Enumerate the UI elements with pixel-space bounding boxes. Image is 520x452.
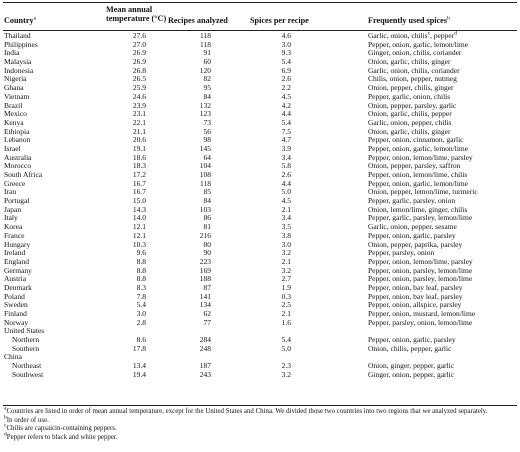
cell-country: Ghana (4, 83, 24, 93)
table-row (0, 371, 520, 380)
header-frequently-used-spices: Frequently used spices$^b$ (368, 15, 450, 25)
cell-temperature: 16.7 (132, 178, 146, 188)
cell-temperature: 15.0 (132, 196, 146, 206)
cell-spices: Pepper, onion, garlic, lemon/lime (368, 178, 469, 188)
table-top-rule (3, 2, 517, 3)
cell-recipes: 223 (199, 256, 211, 266)
cell-recipes: 98 (203, 135, 211, 145)
cell-spices-per-recipe: 3.4 (281, 152, 291, 162)
table-row (0, 241, 520, 250)
cell-recipes: 248 (199, 343, 211, 353)
cell-spices-per-recipe: 5.0 (281, 343, 291, 353)
cell-country: England (4, 256, 29, 266)
cell-spices: Garlic, onion, pepper, sesame (368, 222, 457, 232)
cell-spices: Garlic, onion, chilis$^c$, pepper$^d$ (368, 30, 457, 40)
cell-spices: Onion, garlic, chilis, pepper (368, 109, 452, 119)
cell-temperature: 24.6 (132, 91, 146, 101)
cell-temperature: 17.8 (132, 343, 146, 353)
cell-temperature: 12.1 (132, 230, 146, 240)
cell-recipes: 188 (199, 274, 211, 284)
cell-country: South Africa (4, 170, 43, 179)
cell-country: Mexico (4, 109, 27, 119)
cell-temperature: 10.3 (132, 239, 146, 249)
cell-spices: Pepper, onion, lemon/lime, parsley (368, 256, 473, 266)
cell-spices-per-recipe: 7.5 (281, 126, 291, 136)
cell-spices-per-recipe: 4.2 (281, 100, 291, 110)
cell-country: Norway (4, 317, 29, 327)
cell-spices: Pepper, onion, bay leaf, parsley (368, 282, 463, 292)
cell-temperature: 17.2 (132, 170, 146, 179)
cell-country: Northeast (12, 361, 42, 371)
cell-spices: Pepper, onion, bay leaf, parsley (368, 291, 463, 301)
cell-spices-per-recipe: 3.9 (281, 143, 291, 153)
cell-spices: Pepper, garlic, parsley, onion (368, 196, 456, 206)
cell-temperature: 3.0 (136, 309, 146, 318)
cell-spices-per-recipe: 3.2 (281, 369, 291, 379)
cell-spices: Pepper, onion, garlic, parsley (368, 230, 456, 240)
cell-spices-per-recipe: 5.4 (281, 57, 291, 67)
cell-spices-per-recipe: 9.3 (281, 48, 291, 58)
cell-temperature: 8.8 (136, 256, 146, 266)
cell-temperature: 20.6 (132, 135, 146, 145)
cell-spices-per-recipe: 3.0 (281, 39, 291, 49)
cell-spices-per-recipe: 3.8 (281, 230, 291, 240)
cell-temperature: 8.8 (136, 265, 146, 275)
cell-recipes: 91 (203, 48, 211, 58)
cell-spices-per-recipe: 3.2 (281, 248, 291, 258)
cell-spices: Pepper, garlic, onion, chilis (368, 91, 451, 101)
footnote: $^d$Pepper refers to black and white pepper. (4, 431, 118, 441)
cell-country: France (4, 230, 25, 240)
cell-temperature: 18.6 (132, 152, 146, 162)
cell-spices-per-recipe: 3.0 (281, 239, 291, 249)
cell-country: Denmark (4, 282, 32, 292)
cell-recipes: 118 (200, 31, 211, 40)
cell-spices: Onion, pepper, chilis, ginger (368, 83, 454, 93)
cell-country: Finland (4, 309, 27, 318)
cell-temperature: 19.4 (132, 369, 146, 379)
cell-temperature: 23.9 (132, 100, 146, 110)
cell-spices-per-recipe: 2.5 (281, 300, 291, 310)
cell-country: Iran (4, 187, 17, 197)
cell-recipes: 134 (199, 300, 211, 310)
cell-temperature: 16.7 (132, 187, 146, 197)
cell-country: Greece (4, 178, 26, 188)
cell-temperature: 8.6 (136, 335, 146, 345)
cell-spices-per-recipe: 3.2 (281, 265, 291, 275)
cell-country: Hungary (4, 239, 31, 249)
cell-temperature: 8.3 (136, 282, 146, 292)
cell-country: Vietnam (4, 91, 30, 101)
cell-recipes: 141 (199, 291, 211, 301)
cell-recipes: 187 (199, 361, 211, 371)
cell-recipes: 64 (203, 152, 211, 162)
cell-spices: Pepper, onion, garlic, lemon/lime (368, 143, 469, 153)
cell-recipes: 132 (199, 100, 211, 110)
cell-recipes: 86 (203, 213, 211, 223)
cell-recipes: 90 (203, 248, 211, 258)
cell-spices-per-recipe: 2.3 (281, 361, 291, 371)
cell-spices-per-recipe: 5.0 (281, 187, 291, 197)
cell-recipes: 120 (199, 65, 211, 75)
cell-recipes: 81 (203, 222, 211, 232)
cell-recipes: 73 (203, 117, 211, 127)
cell-spices-per-recipe: 0.3 (281, 291, 291, 301)
cell-country: Ireland (4, 248, 26, 258)
cell-temperature: 14.0 (132, 213, 146, 223)
cell-spices: Onion, lemon/lime, ginger, chilis (368, 204, 468, 214)
cell-temperature: 26.9 (132, 48, 146, 58)
cell-spices: Chilis, onion, pepper, nutmeg (368, 74, 457, 84)
cell-spices: Pepper, onion, lemon/lime, chilis (368, 170, 468, 179)
cell-spices-per-recipe: 4.4 (281, 178, 291, 188)
cell-country: Brazil (4, 100, 23, 110)
cell-spices: Pepper, garlic, parsley, lemon/lime (368, 213, 473, 223)
cell-temperature: 19.1 (132, 143, 146, 153)
cell-spices-per-recipe: 6.9 (281, 65, 291, 75)
cell-spices-per-recipe: 4.6 (281, 31, 291, 40)
cell-temperature: 18.3 (132, 161, 146, 171)
cell-spices-per-recipe: 2.6 (281, 170, 291, 179)
cell-temperature: 12.1 (132, 222, 146, 232)
cell-country: Sweden (4, 300, 28, 310)
cell-temperature: 27.0 (132, 39, 146, 49)
header-recipes: Recipes analyzed (168, 16, 228, 25)
header-temperature: Mean annual temperature (°C) (106, 5, 167, 23)
header-country: Country$^a$ (4, 15, 37, 25)
cell-spices-per-recipe: 4.7 (281, 135, 291, 145)
cell-recipes: 216 (199, 230, 211, 240)
cell-temperature: 25.9 (132, 83, 146, 93)
cell-spices-per-recipe: 4.5 (281, 196, 291, 206)
cell-country: Italy (4, 213, 18, 223)
cell-spices: Onion, chilis, pepper, garlic (368, 343, 452, 353)
cell-country: Japan (4, 204, 22, 214)
cell-recipes: 169 (199, 265, 211, 275)
cell-recipes: 60 (203, 57, 211, 67)
cell-country: Philippines (4, 39, 38, 49)
cell-country: Indonesia (4, 65, 34, 75)
footnote: $^b$In order of use. (4, 414, 49, 424)
cell-recipes: 103 (199, 204, 211, 214)
cell-temperature: 14.3 (132, 204, 146, 214)
cell-temperature: 8.8 (136, 274, 146, 284)
cell-recipes: 56 (203, 126, 211, 136)
header-spices-per-recipe: Spices per recipe (250, 16, 309, 25)
cell-spices-per-recipe: 5.8 (281, 161, 291, 171)
cell-spices-per-recipe: 3.5 (281, 222, 291, 232)
cell-country: Ethiopia (4, 126, 30, 136)
cell-country: Germany (4, 265, 32, 275)
cell-recipes: 243 (199, 369, 211, 379)
cell-country: Poland (4, 291, 25, 301)
cell-country: Korea (4, 222, 23, 232)
cell-recipes: 84 (203, 91, 211, 101)
cell-recipes: 80 (203, 239, 211, 249)
cell-recipes: 145 (199, 143, 211, 153)
cell-spices: Pepper, parsley, onion, lemon/lime (368, 317, 473, 327)
cell-country: Israel (4, 143, 21, 153)
cell-recipes: 84 (203, 196, 211, 206)
cell-country: Portugal (4, 196, 30, 206)
table-row (0, 345, 520, 354)
cell-spices: Pepper, onion, garlic, lemon/lime (368, 39, 469, 49)
cell-country: Austria (4, 274, 27, 284)
cell-recipes: 118 (200, 178, 211, 188)
table-row (0, 319, 520, 328)
cell-country: Thailand (4, 31, 31, 40)
cell-temperature: 22.1 (132, 117, 146, 127)
cell-spices-per-recipe: 4.4 (281, 109, 291, 119)
cell-spices-per-recipe: 2.2 (281, 83, 291, 93)
cell-spices: Ginger, onion, pepper, garlic (368, 369, 455, 379)
cell-country: Malaysia (4, 57, 32, 67)
cell-recipes: 62 (203, 309, 211, 318)
cell-recipes: 85 (203, 187, 211, 197)
cell-temperature: 27.6 (132, 31, 146, 40)
cell-country: China (4, 352, 22, 362)
cell-spices: Pepper, onion, allspice, parsley (368, 300, 462, 310)
cell-spices-per-recipe: 2.1 (281, 256, 291, 266)
cell-spices: Ginger, onion, chilis, coriander (368, 48, 462, 58)
cell-temperature: 26.5 (132, 74, 146, 84)
cell-spices-per-recipe: 5.4 (281, 335, 291, 345)
cell-recipes: 87 (203, 282, 211, 292)
cell-temperature: 9.6 (136, 248, 146, 258)
table-body (0, 32, 520, 380)
cell-spices-per-recipe: 1.6 (281, 317, 291, 327)
table-bottom-rule (3, 405, 517, 406)
cell-country: United States (4, 326, 45, 336)
cell-spices: Onion, pepper, parsley, saffron (368, 161, 461, 171)
cell-spices-per-recipe: 2.1 (281, 309, 291, 318)
cell-spices-per-recipe: 2.7 (281, 274, 291, 284)
cell-country: Kenya (4, 117, 24, 127)
cell-spices: Onion, pepper, parsley, garlic (368, 100, 457, 110)
cell-country: India (4, 48, 20, 58)
cell-spices-per-recipe: 4.5 (281, 91, 291, 101)
cell-temperature: 5.4 (136, 300, 146, 310)
cell-spices: Garlic, onion, pepper, chilis (368, 117, 452, 127)
cell-country: Australia (4, 152, 32, 162)
cell-recipes: 82 (203, 74, 211, 84)
cell-spices-per-recipe: 2.6 (281, 74, 291, 84)
cell-recipes: 108 (199, 170, 211, 179)
cell-recipes: 95 (203, 83, 211, 93)
cell-spices: Onion, pepper, paprika, parsley (368, 239, 463, 249)
cell-spices: Pepper, onion, parsley, lemon/lime (368, 274, 473, 284)
cell-recipes: 77 (203, 317, 211, 327)
cell-recipes: 284 (199, 335, 211, 345)
footnotes (4, 405, 518, 442)
cell-spices: Pepper, onion, mustard, lemon/lime (368, 309, 476, 318)
footnote: $^c$Chilis are capsaicin-containing peppers. (4, 422, 117, 433)
footnote: $^a$Countries are listed in order of mean annual temperature, except for the United States and China. We divided those two countries into two regions that we analyzed separately. (4, 405, 488, 415)
cell-spices: Pepper, onion, parsley, lemon/lime (368, 265, 473, 275)
cell-temperature: 2.8 (136, 317, 146, 327)
cell-spices-per-recipe: 5.4 (281, 117, 291, 127)
cell-recipes: 123 (199, 109, 211, 119)
cell-spices-per-recipe: 2.1 (281, 204, 291, 214)
cell-spices: Garlic, onion, chilis, coriander (368, 65, 460, 75)
cell-country: Nigeria (4, 74, 27, 84)
cell-country: Northern (12, 335, 40, 345)
cell-spices: Onion, garlic, chilis, ginger (368, 57, 451, 67)
cell-spices: Pepper, onion, garlic, parsley (368, 335, 456, 345)
cell-spices: Onion, pepper, lemon/lime, turmeric (368, 187, 478, 197)
cell-country: Southern (12, 343, 40, 353)
cell-temperature: 13.4 (132, 361, 146, 371)
cell-recipes: 118 (200, 39, 211, 49)
cell-spices: Pepper, onion, lemon/lime, parsley (368, 152, 473, 162)
cell-recipes: 104 (199, 161, 211, 171)
cell-spices-per-recipe: 1.9 (281, 282, 291, 292)
cell-country: Morocco (4, 161, 32, 171)
cell-spices: Onion, garlic, chilis, ginger (368, 126, 451, 136)
cell-country: Southwest (12, 369, 44, 379)
cell-temperature: 23.1 (132, 109, 146, 119)
cell-spices: Onion, ginger, pepper, garlic (368, 361, 455, 371)
cell-temperature: 26.8 (132, 65, 146, 75)
cell-spices: Pepper, parsley, onion (368, 248, 435, 258)
cell-temperature: 21.1 (132, 126, 146, 136)
cell-spices-per-recipe: 3.4 (281, 213, 291, 223)
cell-country: Lebanon (4, 135, 31, 145)
cell-spices: Pepper, onion, cinnamon, garlic (368, 135, 464, 145)
cell-temperature: 26.9 (132, 57, 146, 67)
cell-temperature: 7.8 (136, 291, 146, 301)
